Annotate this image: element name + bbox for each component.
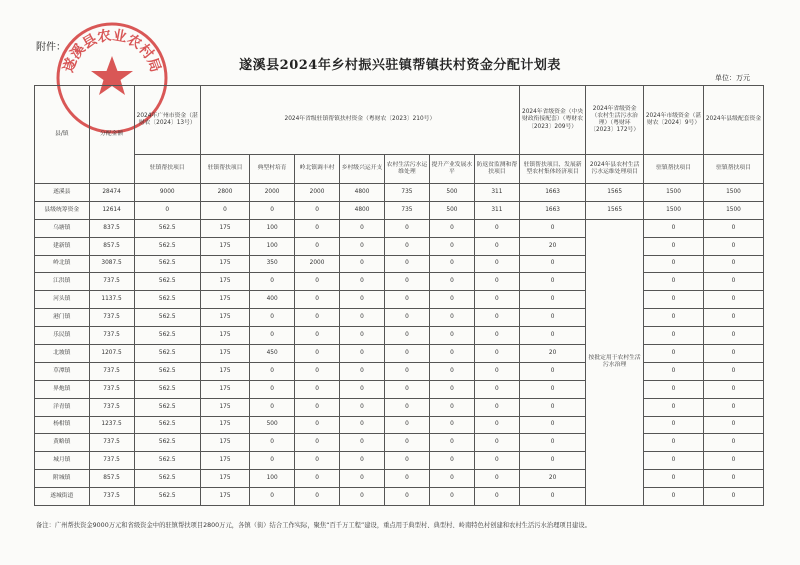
table-cell: 0 (250, 273, 295, 291)
table-cell: 175 (200, 434, 249, 452)
table-cell: 175 (200, 380, 249, 398)
table-cell: 0 (295, 291, 340, 309)
table-cell: 0 (519, 291, 585, 309)
table-cell: 0 (340, 273, 385, 291)
table-cell: 0 (519, 416, 585, 434)
table-cell: 562.5 (134, 488, 200, 506)
table-cell: 562.5 (134, 219, 200, 237)
table-cell: 4800 (340, 201, 385, 219)
table-cell: 100 (250, 470, 295, 488)
table-cell: 562.5 (134, 309, 200, 327)
table-cell: 0 (429, 291, 474, 309)
table-row (35, 327, 764, 345)
table-cell: 0 (474, 452, 519, 470)
table-cell: 0 (250, 398, 295, 416)
table-cell: 0 (644, 452, 704, 470)
row-name-cell: 城月镇 (35, 452, 90, 470)
table-cell: 175 (200, 273, 249, 291)
table-cell: 500 (429, 184, 474, 202)
footnote: 备注：广州帮扶资金9000万元和省级资金中的驻镇帮扶项目2800万元，各镇（街）结合工作实际，聚焦“百千万工程”建设，重点用于典型村、典型村、岭南特色村创建和农村生活污水治理项目建设。 (36, 522, 591, 529)
table-cell: 0 (429, 380, 474, 398)
table-cell: 1663 (519, 184, 585, 202)
table-cell: 175 (200, 309, 249, 327)
table-cell: 0 (429, 237, 474, 255)
table-cell: 0 (474, 380, 519, 398)
table-cell: 175 (200, 362, 249, 380)
subheader-cell: 防返贫监测和帮扶项目 (474, 155, 519, 184)
table-cell: 0 (340, 416, 385, 434)
table-cell: 0 (703, 255, 763, 273)
table-cell: 737.5 (89, 362, 134, 380)
table-cell: 0 (384, 362, 429, 380)
table-cell: 0 (429, 434, 474, 452)
table-cell: 0 (703, 237, 763, 255)
table-cell: 0 (474, 345, 519, 363)
table-cell: 1237.5 (89, 416, 134, 434)
row-name-cell: 附城镇 (35, 470, 90, 488)
table-cell: 0 (250, 380, 295, 398)
table-cell: 0 (295, 345, 340, 363)
table-cell: 311 (474, 201, 519, 219)
table-cell: 0 (340, 452, 385, 470)
table-cell: 0 (644, 380, 704, 398)
table-cell: 0 (384, 434, 429, 452)
table-cell: 0 (384, 309, 429, 327)
table-cell: 0 (384, 255, 429, 273)
table-cell: 2000 (295, 255, 340, 273)
table-row (35, 452, 764, 470)
header-central-fund: 2024年省级资金（中央财政衔接配套）（粤财农〔2023〕209号） (519, 86, 585, 155)
table-cell: 0 (474, 398, 519, 416)
table-row (35, 237, 764, 255)
table-cell: 12614 (89, 201, 134, 219)
table-cell: 0 (474, 434, 519, 452)
table-cell: 0 (429, 452, 474, 470)
table-cell: 0 (295, 309, 340, 327)
table-cell: 0 (703, 362, 763, 380)
table-row (35, 255, 764, 273)
table-cell: 0 (295, 488, 340, 506)
table-cell: 175 (200, 416, 249, 434)
row-name-cell: 县级统筹资金 (35, 201, 90, 219)
subheader-cell: 岭北镇调丰村 (295, 155, 340, 184)
table-cell: 0 (474, 309, 519, 327)
table-cell: 0 (474, 255, 519, 273)
table-cell: 0 (474, 327, 519, 345)
table-cell: 175 (200, 345, 249, 363)
table-cell: 0 (384, 416, 429, 434)
table-cell: 3087.5 (89, 255, 134, 273)
table-cell: 0 (384, 380, 429, 398)
table-cell: 20 (519, 470, 585, 488)
table-cell: 2000 (250, 184, 295, 202)
table-cell: 737.5 (89, 452, 134, 470)
table-row (35, 219, 764, 237)
table-cell: 0 (340, 309, 385, 327)
table-cell: 0 (703, 273, 763, 291)
table-cell: 0 (429, 255, 474, 273)
subheader-cell: 驻镇帮扶项目、发展新型农村集体经济项目 (519, 155, 585, 184)
table-cell: 4800 (340, 184, 385, 202)
row-name-cell: 遂城街道 (35, 488, 90, 506)
table-cell: 0 (295, 452, 340, 470)
row-name-cell: 岭北镇 (35, 255, 90, 273)
table-cell: 175 (200, 470, 249, 488)
table-cell: 0 (250, 327, 295, 345)
row-name-cell: 乌塘镇 (35, 219, 90, 237)
table-cell: 0 (384, 470, 429, 488)
table-cell: 0 (703, 291, 763, 309)
table-cell: 28474 (89, 184, 134, 202)
table-cell: 562.5 (134, 470, 200, 488)
table-cell: 562.5 (134, 327, 200, 345)
table-cell: 0 (295, 273, 340, 291)
table-cell: 0 (644, 327, 704, 345)
table-cell: 175 (200, 488, 249, 506)
page-title: 遂溪县2024年乡村振兴驻镇帮镇扶村资金分配计划表 (239, 58, 561, 73)
table-cell: 1500 (644, 184, 704, 202)
table-cell: 737.5 (89, 273, 134, 291)
table-cell: 0 (250, 309, 295, 327)
table-cell: 0 (703, 452, 763, 470)
table-cell: 562.5 (134, 434, 200, 452)
table-cell: 0 (340, 398, 385, 416)
header-allocated: 分配金额 (89, 86, 134, 184)
table-cell: 0 (703, 488, 763, 506)
table-cell: 0 (519, 219, 585, 237)
header-county-fund: 2024年县级配套资金 (703, 86, 763, 155)
table-cell: 1500 (703, 184, 763, 202)
table-cell: 0 (295, 398, 340, 416)
table-cell: 0 (429, 398, 474, 416)
table-cell: 175 (200, 327, 249, 345)
table-cell: 0 (429, 273, 474, 291)
row-name-cell: 港门镇 (35, 309, 90, 327)
table-cell: 0 (474, 237, 519, 255)
table-cell: 0 (429, 345, 474, 363)
table-cell: 0 (250, 452, 295, 470)
table-cell: 0 (295, 327, 340, 345)
table-cell: 0 (644, 470, 704, 488)
table-cell: 0 (340, 362, 385, 380)
subheader-cell: 乡村级兴运开支 (340, 155, 385, 184)
table-cell: 175 (200, 237, 249, 255)
table-cell: 737.5 (89, 434, 134, 452)
table-cell: 0 (295, 380, 340, 398)
row-name-cell: 建新镇 (35, 237, 90, 255)
row-name-cell: 乐民镇 (35, 327, 90, 345)
table-cell: 737.5 (89, 309, 134, 327)
table-cell: 0 (340, 345, 385, 363)
row-name-cell: 洋青镇 (35, 398, 90, 416)
table-cell: 100 (250, 237, 295, 255)
table-cell: 0 (703, 219, 763, 237)
table-cell: 175 (200, 452, 249, 470)
table-cell: 1500 (703, 201, 763, 219)
table-cell: 175 (200, 219, 249, 237)
table-cell: 0 (340, 470, 385, 488)
subheader-cell: 典型村培育 (250, 155, 295, 184)
table-cell: 737.5 (89, 488, 134, 506)
table-cell: 0 (429, 327, 474, 345)
table-cell: 0 (250, 201, 295, 219)
table-cell: 0 (429, 362, 474, 380)
subheader-cell: 2024年县农村生活污水运维处理项目 (586, 155, 644, 184)
table-cell: 0 (384, 488, 429, 506)
table-cell: 2000 (295, 184, 340, 202)
table-cell: 0 (295, 201, 340, 219)
table-cell: 0 (250, 488, 295, 506)
table-row (35, 470, 764, 488)
table-cell: 0 (429, 470, 474, 488)
subheader-cell: 农村生活污水运维处理 (384, 155, 429, 184)
table-cell: 0 (644, 291, 704, 309)
unit-label: 单位：万元 (715, 74, 750, 82)
table-cell: 562.5 (134, 398, 200, 416)
table-cell: 0 (519, 362, 585, 380)
table-cell: 1565 (586, 184, 644, 202)
table-cell: 562.5 (134, 452, 200, 470)
row-name-cell: 界炮镇 (35, 380, 90, 398)
header-county: 县/镇 (35, 86, 90, 184)
table-cell: 0 (703, 398, 763, 416)
table-cell: 0 (134, 201, 200, 219)
table-cell: 0 (519, 488, 585, 506)
table-row (35, 184, 764, 202)
table-cell: 562.5 (134, 273, 200, 291)
table-cell: 9000 (134, 184, 200, 202)
table-row (35, 291, 764, 309)
table-cell: 0 (474, 416, 519, 434)
table-cell: 0 (519, 327, 585, 345)
table-cell: 737.5 (89, 398, 134, 416)
table-row (35, 488, 764, 506)
attachment-label: 附件： (36, 42, 66, 53)
table-row (35, 201, 764, 219)
table-cell: 100 (250, 219, 295, 237)
table-cell: 0 (250, 434, 295, 452)
table-cell: 0 (340, 255, 385, 273)
table-cell: 1137.5 (89, 291, 134, 309)
table-cell: 0 (384, 345, 429, 363)
header-prov-sewage-fund: 2024年省级资金（农村生活污水治理）（粤财环〔2023〕172号） (586, 86, 644, 155)
table-cell: 0 (295, 470, 340, 488)
table-cell: 0 (295, 416, 340, 434)
table-cell: 0 (519, 255, 585, 273)
table-row (35, 273, 764, 291)
table-cell: 0 (384, 398, 429, 416)
subheader-cell: 驻镇帮扶项目 (644, 155, 704, 184)
table-cell: 0 (295, 237, 340, 255)
subheader-cell: 提升产业发展水平 (429, 155, 474, 184)
table-cell: 0 (519, 309, 585, 327)
table-cell: 0 (474, 470, 519, 488)
table-cell: 562.5 (134, 237, 200, 255)
table-cell: 500 (429, 201, 474, 219)
table-cell: 0 (340, 380, 385, 398)
merged-note-cell: 按批定用于农村生活污水治理 (586, 219, 644, 505)
table-cell: 0 (384, 273, 429, 291)
table-cell: 0 (519, 273, 585, 291)
table-cell: 562.5 (134, 255, 200, 273)
table-cell: 0 (474, 273, 519, 291)
table-cell: 0 (519, 452, 585, 470)
table-cell: 0 (644, 309, 704, 327)
table-cell: 0 (474, 362, 519, 380)
table-cell: 562.5 (134, 416, 200, 434)
table-cell: 0 (644, 273, 704, 291)
table-cell: 857.5 (89, 470, 134, 488)
table-cell: 0 (703, 309, 763, 327)
row-name-cell: 杨柑镇 (35, 416, 90, 434)
table-cell: 0 (384, 452, 429, 470)
header-city-fund: 2024年市级资金（湛财农〔2024〕9号） (644, 86, 704, 155)
subheader-cell: 驻镇帮扶项目 (134, 155, 200, 184)
table-cell: 1663 (519, 201, 585, 219)
table-cell: 0 (644, 237, 704, 255)
table-cell: 175 (200, 398, 249, 416)
table-cell: 0 (200, 201, 249, 219)
table-cell: 1207.5 (89, 345, 134, 363)
table-cell: 735 (384, 201, 429, 219)
table-cell: 0 (250, 362, 295, 380)
table-cell: 0 (703, 327, 763, 345)
table-cell: 0 (519, 434, 585, 452)
row-name-cell: 遂溪县 (35, 184, 90, 202)
subheader-cell: 驻镇帮扶项目 (703, 155, 763, 184)
table-cell: 562.5 (134, 362, 200, 380)
table-cell: 350 (250, 255, 295, 273)
table-row (35, 362, 764, 380)
table-cell: 0 (519, 398, 585, 416)
table-cell: 450 (250, 345, 295, 363)
table-cell: 0 (429, 416, 474, 434)
table-cell: 0 (644, 255, 704, 273)
table-cell: 0 (703, 470, 763, 488)
svg-text:遂溪县农业农村局: 遂溪县农业农村局 (60, 27, 164, 75)
table-cell: 0 (644, 398, 704, 416)
table-cell: 0 (429, 219, 474, 237)
table-cell: 311 (474, 184, 519, 202)
table-cell: 0 (384, 291, 429, 309)
table-cell: 0 (295, 362, 340, 380)
table-cell: 0 (340, 237, 385, 255)
table-cell: 400 (250, 291, 295, 309)
row-name-cell: 江洪镇 (35, 273, 90, 291)
header-gz-fund: 2024年广州市资金（湛财农〔2024〕13号） (134, 86, 200, 155)
table-cell: 562.5 (134, 291, 200, 309)
table-cell: 0 (340, 219, 385, 237)
table-cell: 0 (384, 327, 429, 345)
row-name-cell: 北坡镇 (35, 345, 90, 363)
table-cell: 737.5 (89, 327, 134, 345)
table-cell: 500 (250, 416, 295, 434)
row-name-cell: 河头镇 (35, 291, 90, 309)
subheader-cell: 驻镇帮扶项目 (200, 155, 249, 184)
table-cell: 857.5 (89, 237, 134, 255)
table-cell: 0 (703, 416, 763, 434)
table-row (35, 345, 764, 363)
table-cell: 2800 (200, 184, 249, 202)
table-row (35, 309, 764, 327)
table-cell: 0 (644, 219, 704, 237)
table-cell: 0 (295, 434, 340, 452)
table-cell: 0 (703, 345, 763, 363)
table-cell: 0 (429, 488, 474, 506)
header-prov-fund: 2024年省级驻镇帮镇扶村资金（粤财农〔2023〕210号） (200, 86, 519, 155)
table-cell: 0 (340, 488, 385, 506)
table-cell: 0 (384, 219, 429, 237)
table-cell: 0 (519, 380, 585, 398)
table-cell: 175 (200, 291, 249, 309)
table-cell: 562.5 (134, 380, 200, 398)
table-cell: 0 (474, 291, 519, 309)
table-cell: 0 (340, 434, 385, 452)
fund-allocation-table (34, 85, 764, 506)
table-cell: 0 (644, 416, 704, 434)
table-cell: 0 (384, 237, 429, 255)
table-cell: 0 (644, 488, 704, 506)
table-cell: 1565 (586, 201, 644, 219)
table-row (35, 416, 764, 434)
table-cell: 735 (384, 184, 429, 202)
table-cell: 0 (340, 291, 385, 309)
row-name-cell: 草潭镇 (35, 362, 90, 380)
table-cell: 0 (295, 219, 340, 237)
table-cell: 837.5 (89, 219, 134, 237)
row-name-cell: 黄略镇 (35, 434, 90, 452)
table-row (35, 380, 764, 398)
table-cell: 0 (644, 434, 704, 452)
table-cell: 175 (200, 255, 249, 273)
table-cell: 20 (519, 345, 585, 363)
table-cell: 0 (703, 434, 763, 452)
table-cell: 0 (703, 380, 763, 398)
table-row (35, 398, 764, 416)
table-cell: 0 (474, 219, 519, 237)
table-row (35, 434, 764, 452)
table-cell: 0 (340, 327, 385, 345)
table-cell: 1500 (644, 201, 704, 219)
table-cell: 0 (644, 362, 704, 380)
table-cell: 0 (474, 488, 519, 506)
table-cell: 20 (519, 237, 585, 255)
table-cell: 0 (644, 345, 704, 363)
table-cell: 737.5 (89, 380, 134, 398)
table-cell: 0 (429, 309, 474, 327)
table-cell: 562.5 (134, 345, 200, 363)
